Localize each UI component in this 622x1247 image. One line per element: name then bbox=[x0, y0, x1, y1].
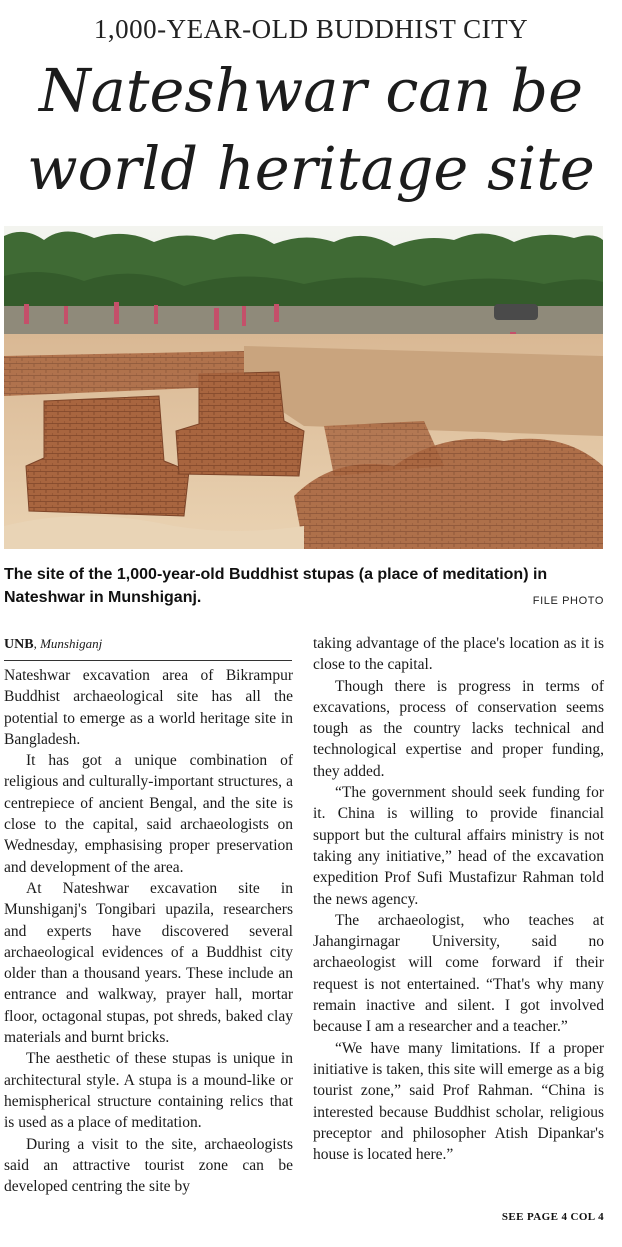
paragraph: During a visit to the site, archaeologists said an attractive tourist zone can be developed centring the site by bbox=[4, 1135, 293, 1196]
byline bbox=[4, 636, 102, 653]
paragraph: “The government should seek funding for it. China is willing to provide financial support but the cultural affairs ministry is not taking any initiative,” head of the excavation expedition Prof Sufi Mustafizur Rahman told the news agency. bbox=[313, 784, 604, 908]
photo-caption: The site of the 1,000-year-old Buddhist stupas (a place of meditation) in Nateshwar in Munshiganj. bbox=[4, 566, 548, 606]
byline-separator: , bbox=[33, 636, 41, 651]
headline-line-2: world heritage site bbox=[27, 134, 595, 203]
headline bbox=[0, 52, 622, 208]
parked-car bbox=[494, 304, 538, 320]
byline-agency: UNB bbox=[4, 637, 34, 652]
paragraph: Nateshwar excavation area of Bikrampur Buddhist archaeological site has all the potential to emerge as a world heritage site in Bangladesh. bbox=[4, 667, 293, 748]
photo-credit: FILE PHOTO bbox=[532, 595, 604, 607]
column-1 bbox=[4, 665, 293, 1197]
paragraph: It has got a unique combination of religious and culturally-important structures, a centrepiece of ancient Bengal, and the site is close to the capital, said archaeologists on Wednesday, emphasising proper preservation and development of the area. bbox=[4, 752, 293, 876]
paragraph: Though there is progress in terms of excavations, process of conservation seems tough as the country lacks technical and technological expertise and proper funding, they added. bbox=[313, 677, 604, 780]
paragraph: At Nateshwar excavation site in Munshiganj's Tongibari upazila, researchers and experts have discovered several archaeological evidences of a Buddhist city older than a thousand years. These include an entrance and walkway, prayer hall, mortar floor, octagonal stupas, pot shreds, baked clay materials and burnt bricks. bbox=[4, 879, 293, 1047]
paragraph: “We have many limitations. If a proper initiative is taken, this site will emerge as a big tourist zone,” said Prof Rahman. “China is interested because Buddhist scholar, religious preceptor and philosopher Atish Dipankar's house is located here.” bbox=[313, 1039, 604, 1164]
kicker: 1,000-YEAR-OLD BUDDHIST CITY bbox=[93, 14, 529, 44]
column-2 bbox=[313, 633, 604, 1165]
jump-line[interactable]: SEE PAGE 4 COL 4 bbox=[501, 1211, 604, 1223]
paragraph: taking advantage of the place's location as it is close to the capital. bbox=[313, 635, 604, 674]
byline-place: Munshiganj bbox=[40, 636, 103, 651]
byline-rule bbox=[4, 660, 292, 661]
excavation-photo bbox=[4, 226, 603, 549]
paragraph: The aesthetic of these stupas is unique in architectural style. A stupa is a mound-like or hemispherical structure containing relics that is used as a place of meditation. bbox=[4, 1050, 293, 1132]
headline-line-1: Nateshwar can be bbox=[39, 56, 583, 125]
paragraph: The archaeologist, who teaches at Jahangirnagar University, said no archaeologist will come forward if their request is not entertained. “That's why many remain inactive and silent. I got involved because I am a researcher and a teacher.” bbox=[313, 911, 604, 1036]
